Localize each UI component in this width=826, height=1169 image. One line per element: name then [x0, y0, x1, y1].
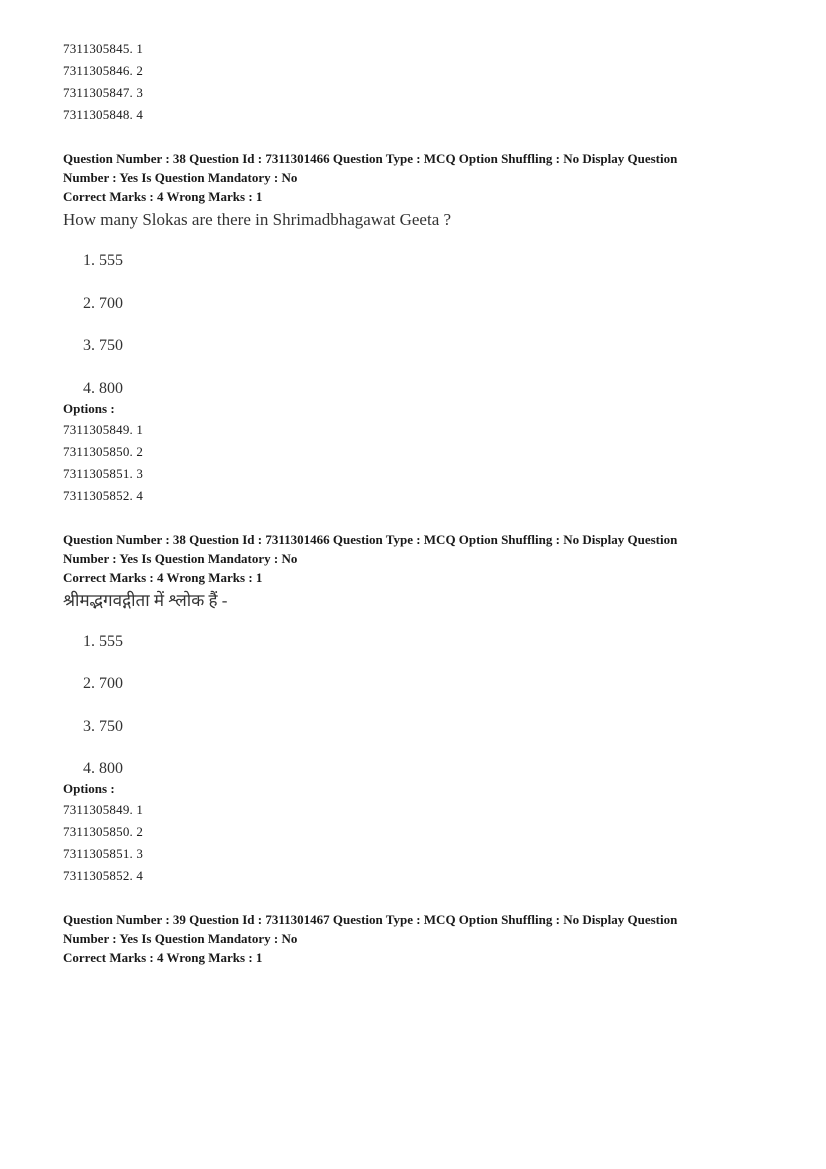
options-label: Options :: [63, 781, 115, 796]
option-id-line: 7311305845. 1: [63, 41, 144, 56]
answer-choice: 1. 555: [83, 252, 123, 269]
question-marks: Correct Marks : 4 Wrong Marks : 1: [63, 189, 263, 204]
question-marks: Correct Marks : 4 Wrong Marks : 1: [63, 950, 263, 965]
answer-choice: 2. 700: [83, 675, 123, 692]
option-id-line: 7311305852. 4: [63, 868, 144, 883]
question-header-line1: Question Number : 39 Question Id : 7311301467 Question Type : MCQ Option Shuffling : No Display Question: [63, 912, 678, 927]
option-id-line: 7311305850. 2: [63, 443, 144, 459]
option-id-line: 7311305846. 2: [63, 63, 144, 78]
question-marks: Correct Marks : 4 Wrong Marks : 1: [63, 569, 263, 585]
answer-choice: 2. 700: [83, 294, 123, 312]
option-id-line: 7311305847. 3: [63, 85, 144, 100]
question-block-38-hi: [63, 531, 763, 888]
question-header-line2: Number : Yes Is Question Mandatory : No: [63, 170, 298, 185]
option-id-line: 7311305850. 2: [63, 824, 144, 839]
option-id-line: 7311305851. 3: [63, 846, 144, 861]
question-header-line1: Question Number : 38 Question Id : 7311301466 Question Type : MCQ Option Shuffling : No Display Question: [63, 531, 678, 547]
answer-choice: 3. 750: [83, 337, 123, 354]
answer-choice: 4. 800: [83, 379, 123, 397]
document-page: [63, 38, 763, 968]
question-header-line1: Question Number : 38 Question Id : 7311301466 Question Type : MCQ Option Shuffling : No Display Question: [63, 151, 678, 166]
previous-question-options: [63, 38, 763, 126]
question-block-39: [63, 911, 763, 968]
option-id-line: 7311305852. 4: [63, 487, 144, 503]
question-text: श्रीमद्भगवद्गीता में श्लोक हैं -: [63, 590, 228, 610]
answer-choice: 4. 800: [83, 760, 123, 777]
question-block-38-en: [63, 150, 763, 507]
option-id-line: 7311305848. 4: [63, 107, 144, 122]
option-id-line: 7311305849. 1: [63, 421, 144, 437]
option-id-line: 7311305849. 1: [63, 802, 144, 817]
answer-choice: 1. 555: [83, 632, 123, 650]
options-label: Options :: [63, 400, 115, 416]
question-text: How many Slokas are there in Shrimadbhagawat Geeta ?: [63, 210, 452, 229]
question-header-line2: Number : Yes Is Question Mandatory : No: [63, 550, 298, 566]
question-header-line2: Number : Yes Is Question Mandatory : No: [63, 931, 298, 946]
answer-choice: 3. 750: [83, 717, 123, 735]
option-id-line: 7311305851. 3: [63, 465, 144, 481]
